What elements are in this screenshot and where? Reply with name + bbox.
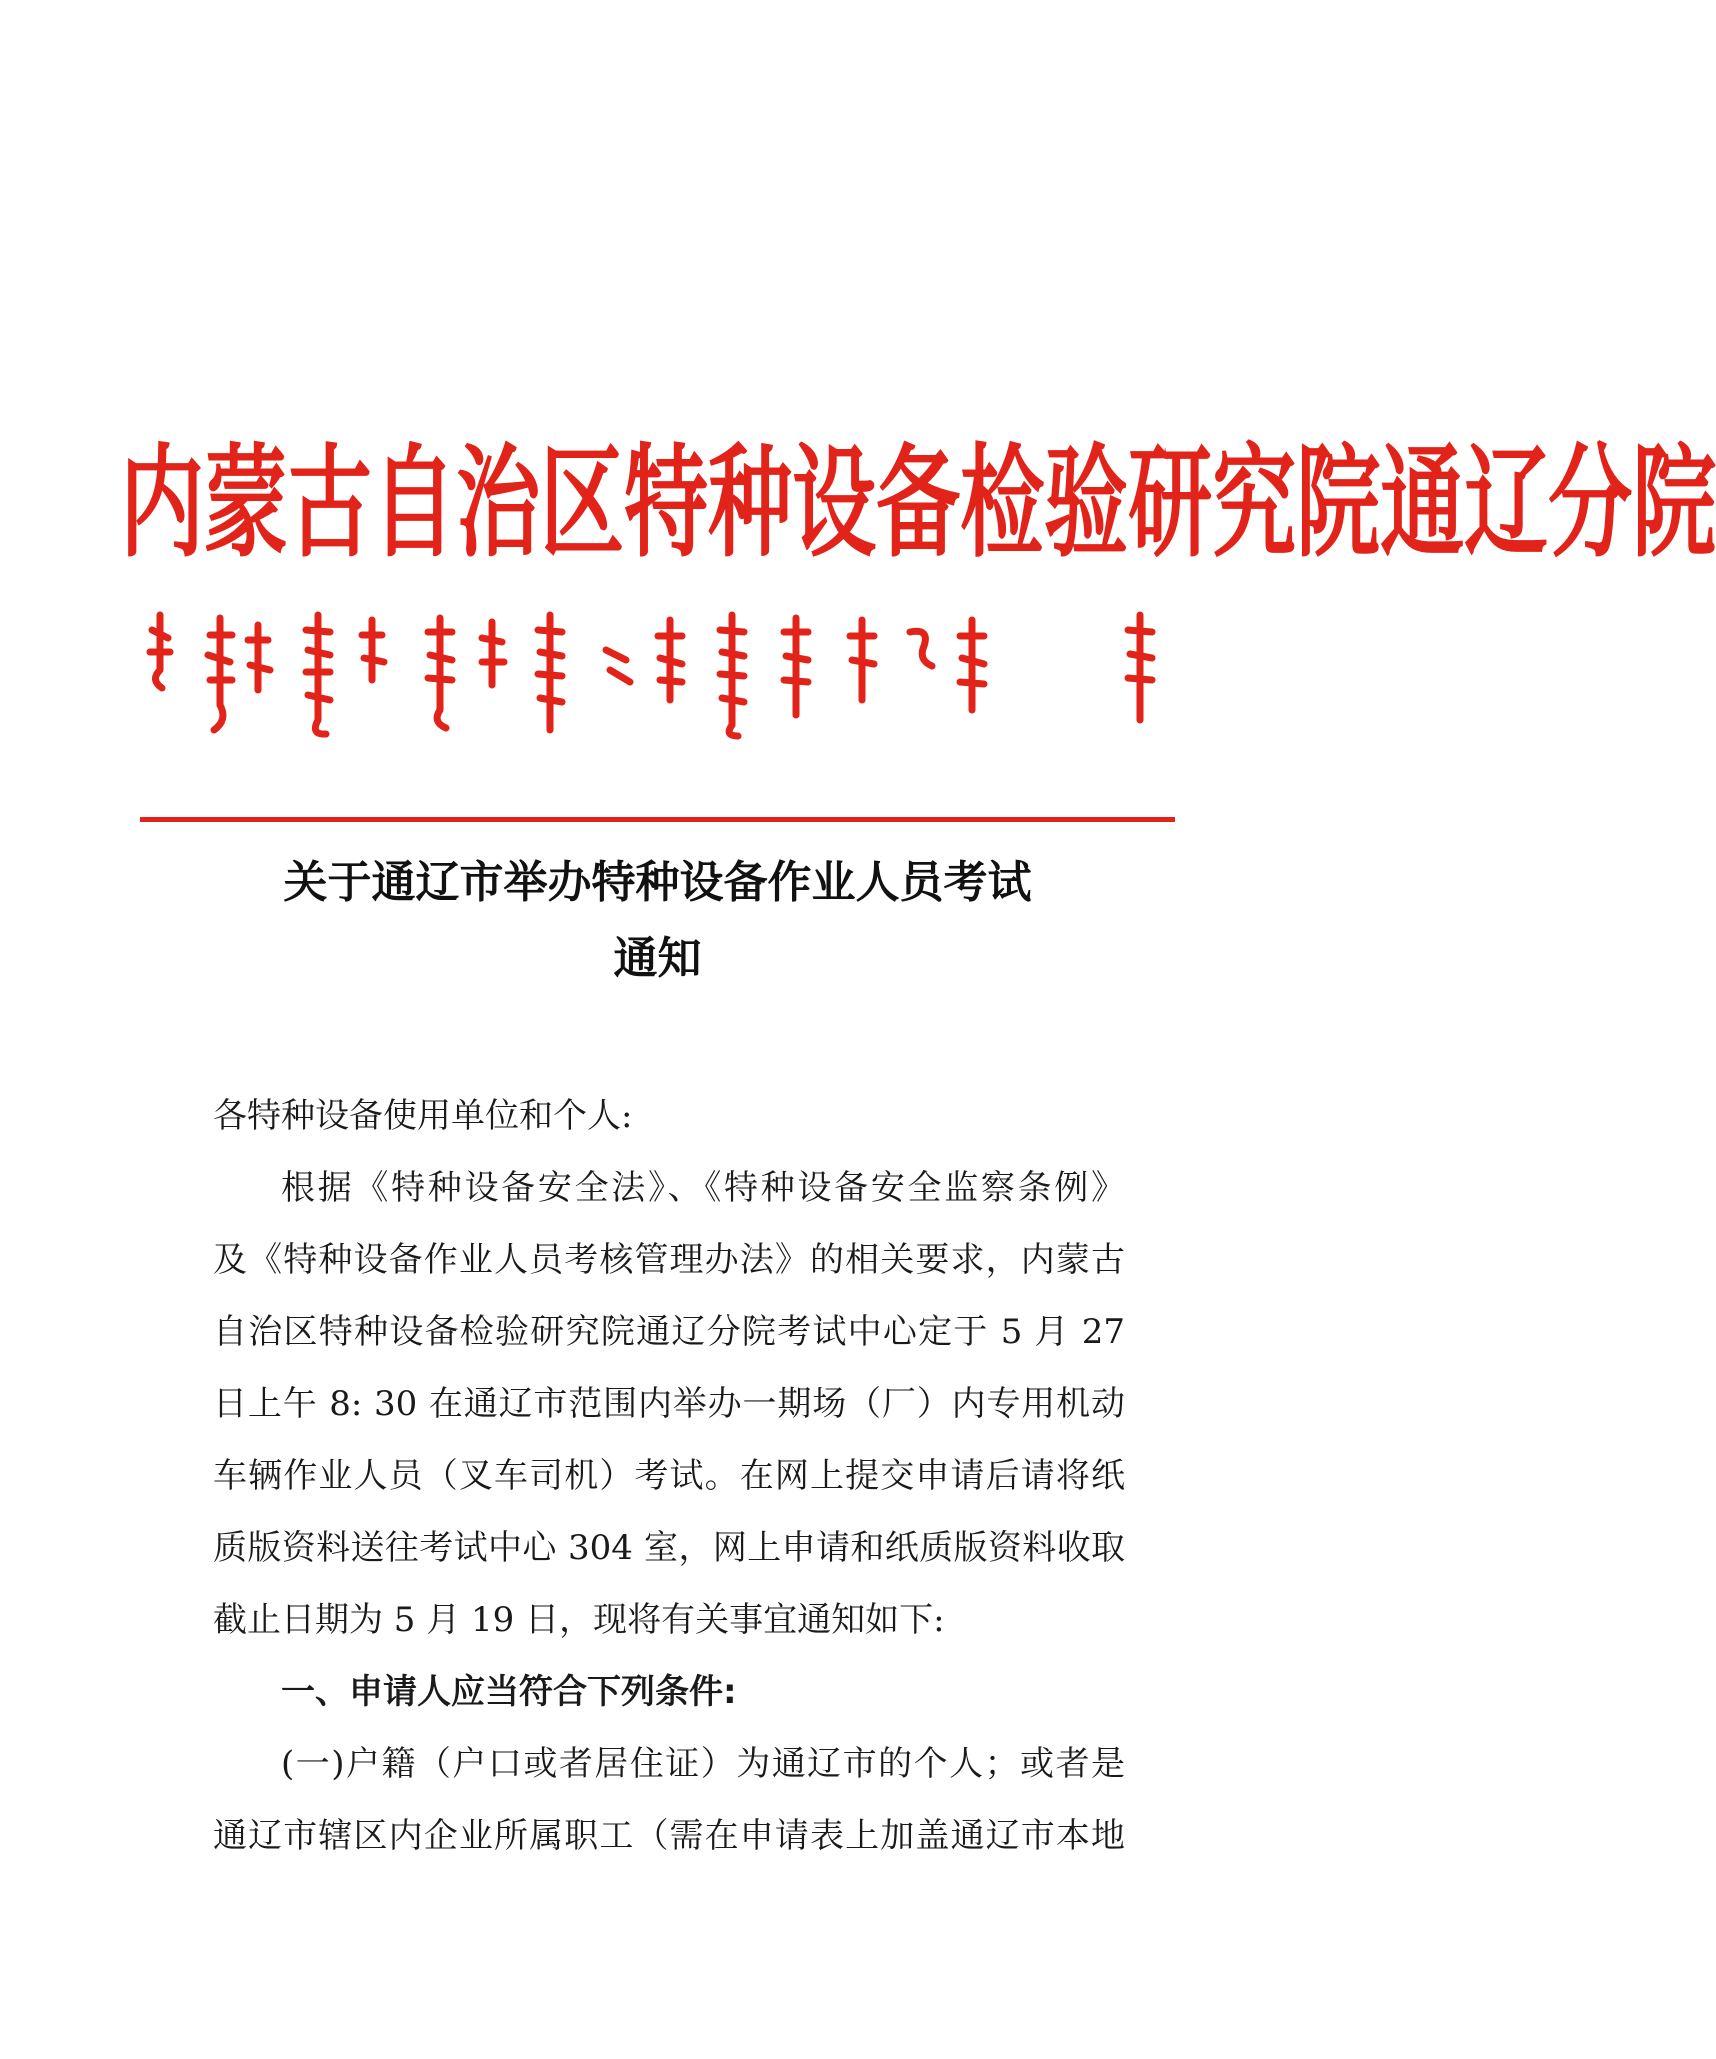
- org-name-char: 通: [1380, 429, 1465, 574]
- notice-title-line1: 关于通辽市举办特种设备作业人员考试: [283, 857, 1032, 908]
- header-divider-line: [140, 817, 1175, 822]
- paragraph1-line: 质版资料送往考试中心 304 室，网上申请和纸质版资料收取: [213, 1528, 1125, 1568]
- org-name-char: 区: [540, 429, 625, 574]
- org-name-char: 分: [1548, 429, 1633, 574]
- salutation: 各特种设备使用单位和个人:: [213, 1096, 633, 1136]
- org-name-char: 究: [1212, 429, 1297, 574]
- org-name-char: 特: [624, 429, 709, 574]
- notice-title-line2: 通知: [613, 933, 702, 984]
- paragraph1-line: 截止日期为 5 月 19 日，现将有关事宜通知如下:: [213, 1600, 945, 1640]
- org-name-char: 古: [288, 429, 373, 574]
- section1-heading: 一、申请人应当符合下列条件:: [281, 1672, 737, 1712]
- org-name-char: 备: [876, 429, 961, 574]
- paragraph1-line: 车辆作业人员（叉车司机）考试。在网上提交申请后请将纸: [213, 1456, 1125, 1496]
- org-name-heading: [120, 384, 1716, 602]
- paragraph1-line: 根据《特种设备安全法》、《特种设备安全监察条例》: [281, 1168, 1125, 1208]
- org-name-char: 院: [1632, 429, 1716, 574]
- org-name-char: 内: [120, 429, 205, 574]
- mongolian-script-logo: [140, 610, 1175, 740]
- paragraph1-line: 自治区特种设备检验研究院通辽分院考试中心定于 5 月 27: [213, 1312, 1125, 1352]
- notice-title: [140, 845, 1175, 997]
- org-name-char: 检: [960, 429, 1045, 574]
- notice-body: [213, 1080, 1125, 1872]
- org-name-char: 治: [456, 429, 541, 574]
- paragraph1-line: 及《特种设备作业人员考核管理办法》的相关要求，内蒙古: [213, 1240, 1125, 1280]
- org-name-char: 设: [792, 429, 877, 574]
- org-name-char: 自: [372, 429, 457, 574]
- paragraph1-line: 日上午 8: 30 在通辽市范围内举办一期场（厂）内专用机动: [213, 1384, 1125, 1424]
- item1-line: 通辽市辖区内企业所属职工（需在申请表上加盖通辽市本地: [213, 1816, 1125, 1856]
- item1-line: (一)户籍（户口或者居住证）为通辽市的个人；或者是: [281, 1744, 1125, 1784]
- org-name-char: 蒙: [204, 429, 289, 574]
- org-name-char: 辽: [1464, 429, 1549, 574]
- org-name-char: 种: [708, 429, 793, 574]
- org-name-char: 院: [1296, 429, 1381, 574]
- org-name-char: 研: [1128, 429, 1213, 574]
- org-name-char: 验: [1044, 429, 1129, 574]
